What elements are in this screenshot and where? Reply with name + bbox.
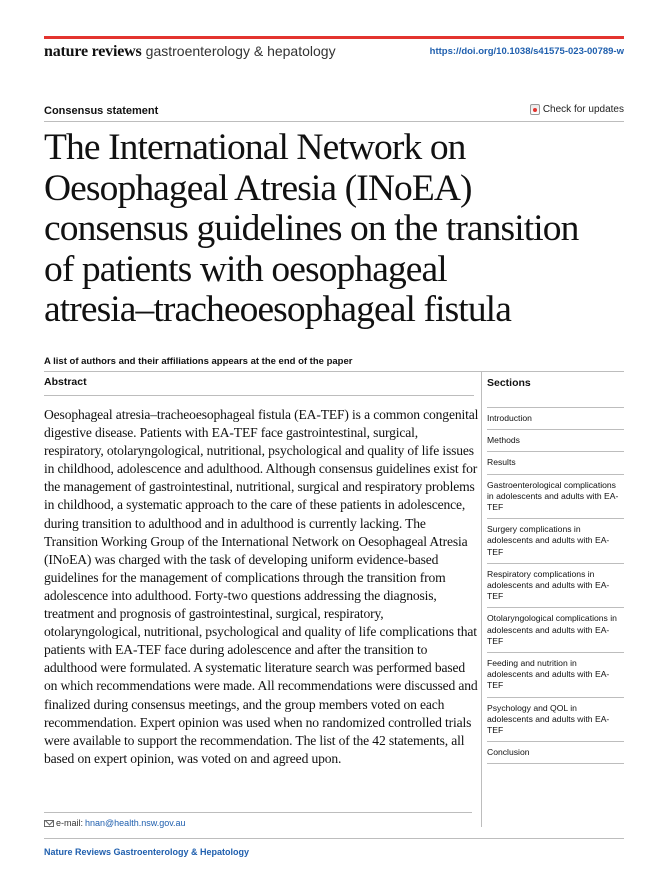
check-updates-icon bbox=[530, 104, 540, 115]
sections-heading: Sections bbox=[487, 377, 531, 389]
abstract-text: Oesophageal atresia–tracheoesophageal fistula (EA-TEF) is a common congenital digestive disease. Patients with EA-TEF face gastrointestinal, surgical, respiratory, otolaryngological, nutritional, psychological and quality of life issues in childhood, adolescence and adulthood. Although consensus guidelines exist for the management of gastrointestinal, nutritional, surgical and respiratory problems in childhood, a systematic approach to the care of these patients in adolescence, during transition to adulthood and in adulthood is currently lacking. The Transition Working Group of the International Network on Oesophageal Atresia (INoEA) was charged with the task of developing uniform evidence-based guidelines for the management of complications through the transition from adolescence into adulthood. Forty-two questions addressing the diagnosis, treatment and prognosis of gastrointestinal, surgical, respiratory, otolaryngological, nutritional, psychological and quality of life complications that patients with EA-TEF face during adolescence and after the transition to adulthood were formulated. A systematic literature search was performed based on which recommendations were made. All recommendations were discussed and finalized during consensus meetings, and the group members voted on each recommendation. Expert opinion was used when no randomized controlled trials were available to support the recommendation. The list of the 42 statements, all based on expert opinion, was voted on and agreed upon. bbox=[44, 407, 479, 766]
header-accent-rule bbox=[44, 36, 624, 39]
title-line: of patients with oesophageal bbox=[44, 248, 447, 290]
footer-journal: Nature Reviews Gastroenterology & Hepatology bbox=[44, 847, 250, 857]
section-link-otolaryngological[interactable]: Otolaryngological complications in adolescents and adults with EA-TEF bbox=[487, 607, 624, 652]
journal-subtitle: gastroenterology & hepatology bbox=[145, 43, 336, 59]
title-line: atresia–tracheoesophageal fistula bbox=[44, 289, 511, 331]
title-line: Oesophageal Atresia (INoEA) bbox=[44, 167, 472, 209]
article-type: Consensus statement bbox=[44, 105, 159, 117]
title-line: The International Network on bbox=[44, 127, 466, 168]
correspondence bbox=[44, 818, 186, 828]
email-link[interactable]: hnan@health.nsw.gov.au bbox=[85, 818, 186, 828]
doi-link[interactable]: https://doi.org/10.1038/s41575-023-00789-w bbox=[429, 46, 624, 57]
check-updates-button[interactable] bbox=[530, 104, 624, 115]
column-divider bbox=[481, 372, 482, 827]
abstract-heading-divider bbox=[44, 395, 474, 396]
abstract-heading: Abstract bbox=[44, 376, 87, 388]
section-link-respiratory[interactable]: Respiratory complications in adolescents and adults with EA-TEF bbox=[487, 563, 624, 608]
journal-brand: nature reviews bbox=[44, 43, 142, 60]
section-link-psychology-qol[interactable]: Psychology and QOL in adolescents and adults with EA-TEF bbox=[487, 697, 624, 742]
email-label: e-mail: bbox=[56, 818, 84, 828]
title-line: consensus guidelines on the transition bbox=[44, 208, 579, 250]
section-link-surgery[interactable]: Surgery complications in adolescents and adults with EA-TEF bbox=[487, 518, 624, 563]
section-link-introduction[interactable]: Introduction bbox=[487, 407, 624, 429]
footer-divider bbox=[44, 838, 624, 839]
section-link-conclusion[interactable]: Conclusion bbox=[487, 741, 624, 764]
check-updates-label: Check for updates bbox=[542, 104, 624, 115]
authors-note: A list of authors and their affiliations appears at the end of the paper bbox=[44, 356, 353, 367]
article-title bbox=[44, 128, 634, 331]
section-link-results[interactable]: Results bbox=[487, 451, 624, 473]
journal-masthead[interactable] bbox=[44, 43, 336, 61]
header-divider bbox=[44, 121, 624, 122]
envelope-icon bbox=[44, 820, 54, 827]
email-divider bbox=[44, 812, 472, 813]
section-link-methods[interactable]: Methods bbox=[487, 429, 624, 451]
section-link-gastroenterological[interactable]: Gastroenterological complications in adolescents and adults with EA-TEF bbox=[487, 474, 624, 519]
sections-nav bbox=[487, 407, 624, 764]
section-link-feeding-nutrition[interactable]: Feeding and nutrition in adolescents and adults with EA-TEF bbox=[487, 652, 624, 697]
abstract-top-divider bbox=[44, 371, 624, 372]
